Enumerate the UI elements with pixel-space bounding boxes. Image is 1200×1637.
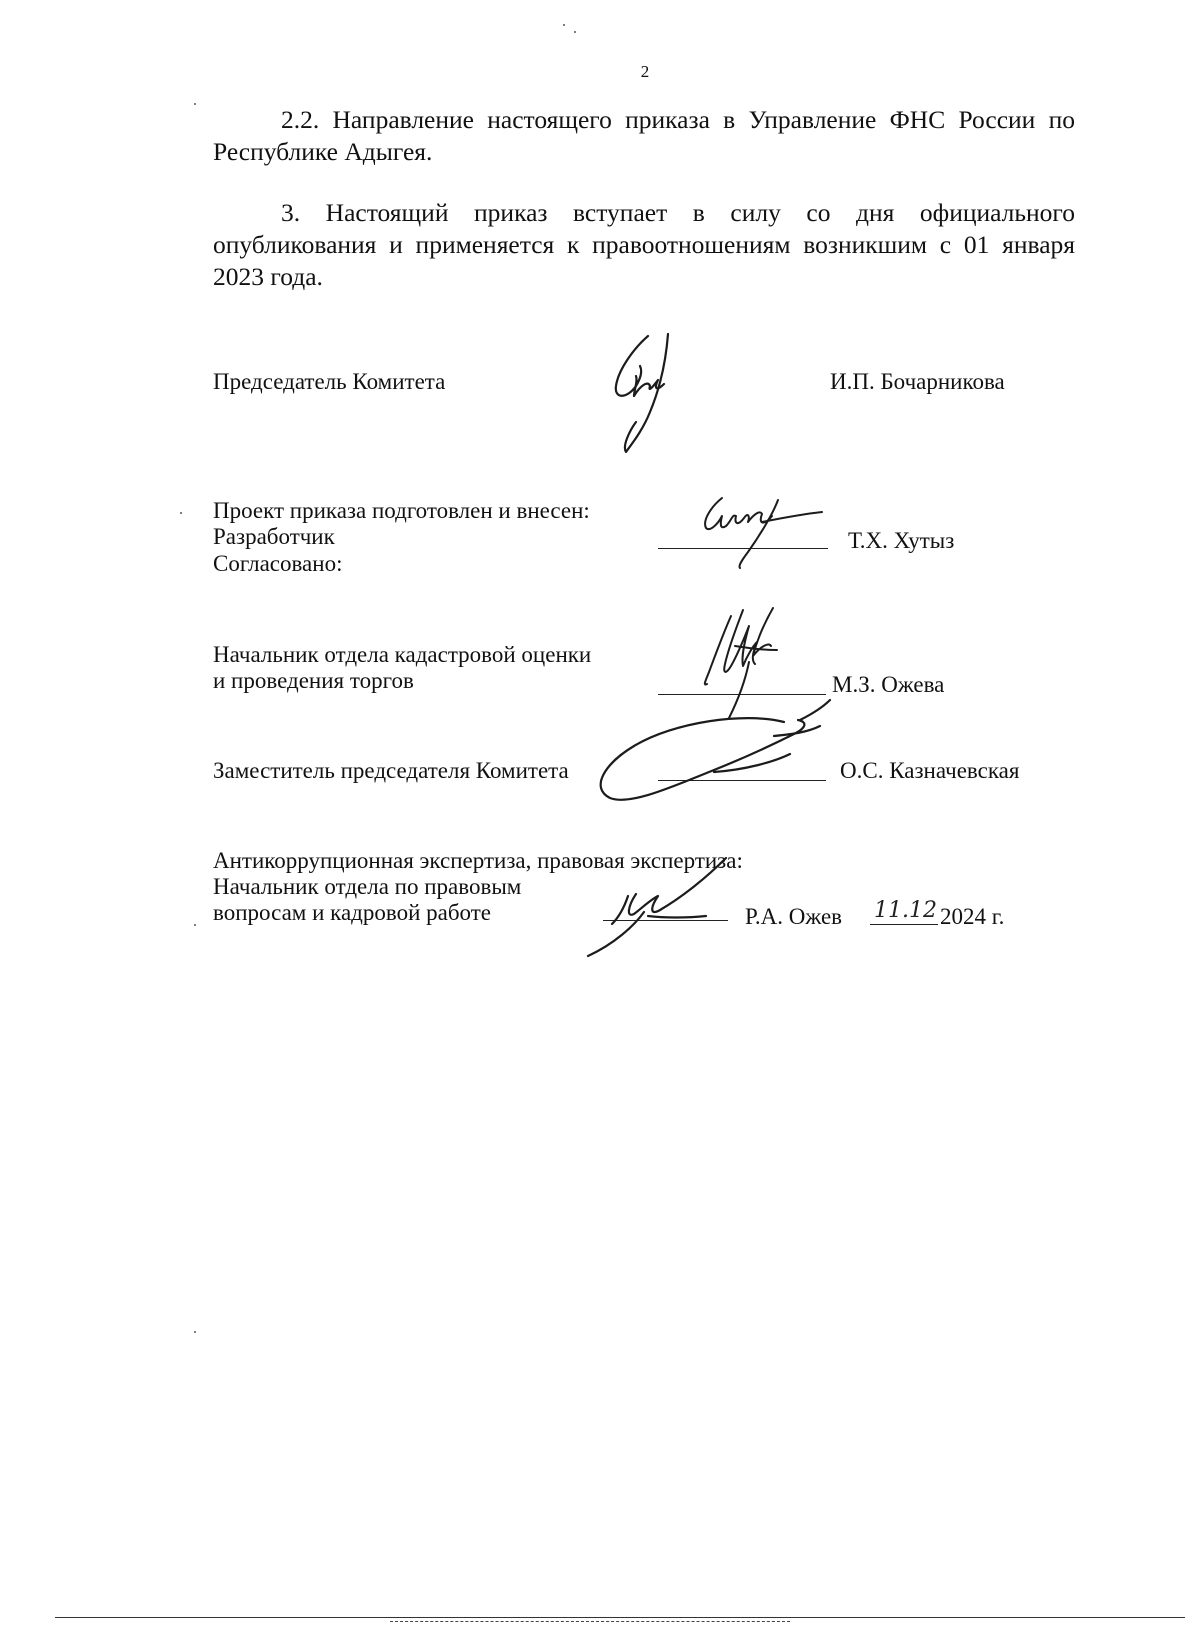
deputy-signature [594,700,859,815]
scan-speck [563,24,565,26]
legal-date-suffix: 2024 г. [940,904,1005,929]
legal-role-line1: Начальник отдела по правовым [213,874,522,899]
bottom-scan-edge [55,1617,1185,1618]
scan-speck [180,512,182,514]
developer-name: Т.Х. Хутыз [848,528,955,553]
scan-speck [194,103,196,105]
legal-handwritten-date: 11.12 [874,898,937,923]
cadastral-name: М.З. Ожева [832,672,945,697]
legal-role-line2: вопросам и кадровой работе [213,900,492,925]
scan-speck [574,31,576,33]
chairman-signature [612,330,692,465]
developer-role: Разработчик [213,524,335,549]
legal-date-line [870,924,938,925]
chairman-name: И.П. Бочарникова [830,369,1005,394]
deputy-name: О.С. Казначевская [840,758,1020,783]
legal-name: Р.А. Ожев [745,904,843,929]
paragraph-2-2: 2.2. Направление настоящего приказа в Управление ФНС России по Республике Адыгея. [213,105,1075,166]
deputy-role: Заместитель председателя Комитета [213,758,569,783]
cadastral-role-line2: и проведения торгов [213,668,414,693]
scan-speck [194,924,196,926]
page-number: 2 [640,62,650,81]
agreed-label: Согласовано: [213,551,343,576]
legal-signature [584,852,744,960]
bottom-scan-edge-dashed [390,1621,790,1622]
chairman-title: Председатель Комитета [213,369,446,394]
paragraph-3: 3. Настоящий приказ вступает в силу со дня официального опубликования и применяется к правоотношениям возникшим с 01 января 2023 года. [213,198,1075,291]
developer-signature [692,486,832,576]
legal-heading: Антикоррупционная экспертиза, правовая экспертиза: [213,848,743,873]
prepared-heading: Проект приказа подготовлен и внесен: [213,498,590,523]
cadastral-role-line1: Начальник отдела кадастровой оценки [213,642,592,667]
scan-speck [194,1331,196,1333]
